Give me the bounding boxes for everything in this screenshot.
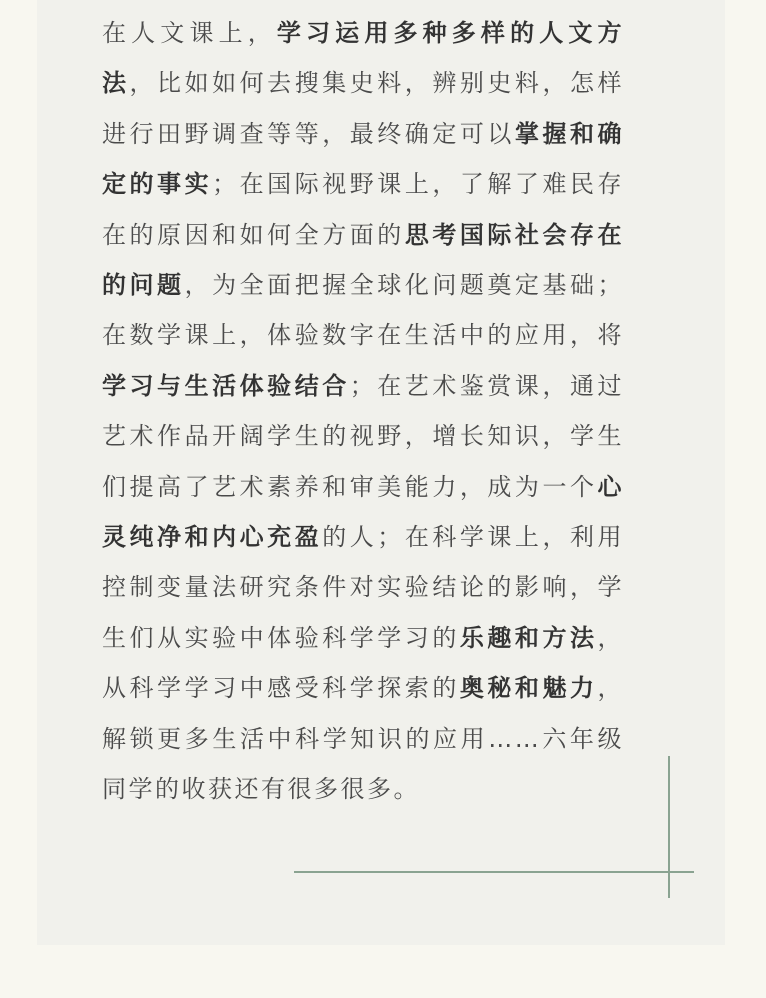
article-paragraph <box>102 8 624 815</box>
article-text: ，解锁更多生活中科学知识的应用……六年级同学的收获还有很多很多。 <box>102 674 625 804</box>
article-text: 在人文课上， <box>102 19 277 47</box>
decorative-horizontal-line <box>294 871 694 873</box>
article-emphasis: 学习与生活体验结合 <box>102 371 350 400</box>
decorative-vertical-line <box>668 756 670 898</box>
article-emphasis: 学习运用多种多样的人文方法 <box>102 19 625 98</box>
article-text: ，从科学学习中感受科学探索的 <box>102 623 625 703</box>
article-text: ，为全面把握全球化问题奠定基础；在数学课上，体验数字在生活中的应用，将 <box>102 271 625 350</box>
article-emphasis: 思考国际社会存在的问题 <box>102 220 625 300</box>
article-emphasis: 心灵纯净和内心充盈 <box>102 472 624 552</box>
article-text: ；在国际视野课上，了解了难民存在的原因和如何全方面的 <box>102 170 625 249</box>
article-text: 的人；在科学课上，利用控制变量法研究条件对实验结论的影响，学生们从实验中体验科学学习的 <box>102 523 625 652</box>
article-text: ；在艺术鉴赏课，通过艺术作品开阔学生的视野，增长知识，学生们提高了艺术素养和审美能力，成为一个 <box>102 371 624 501</box>
article-emphasis: 奥秘和魅力 <box>459 674 598 703</box>
article-emphasis: 乐趣和方法 <box>459 623 598 652</box>
article-text: ，比如如何去搜集史料，辨别史料，怎样进行田野调查等等，最终确定可以 <box>102 69 625 148</box>
article-emphasis: 掌握和确定的事实 <box>102 119 625 199</box>
